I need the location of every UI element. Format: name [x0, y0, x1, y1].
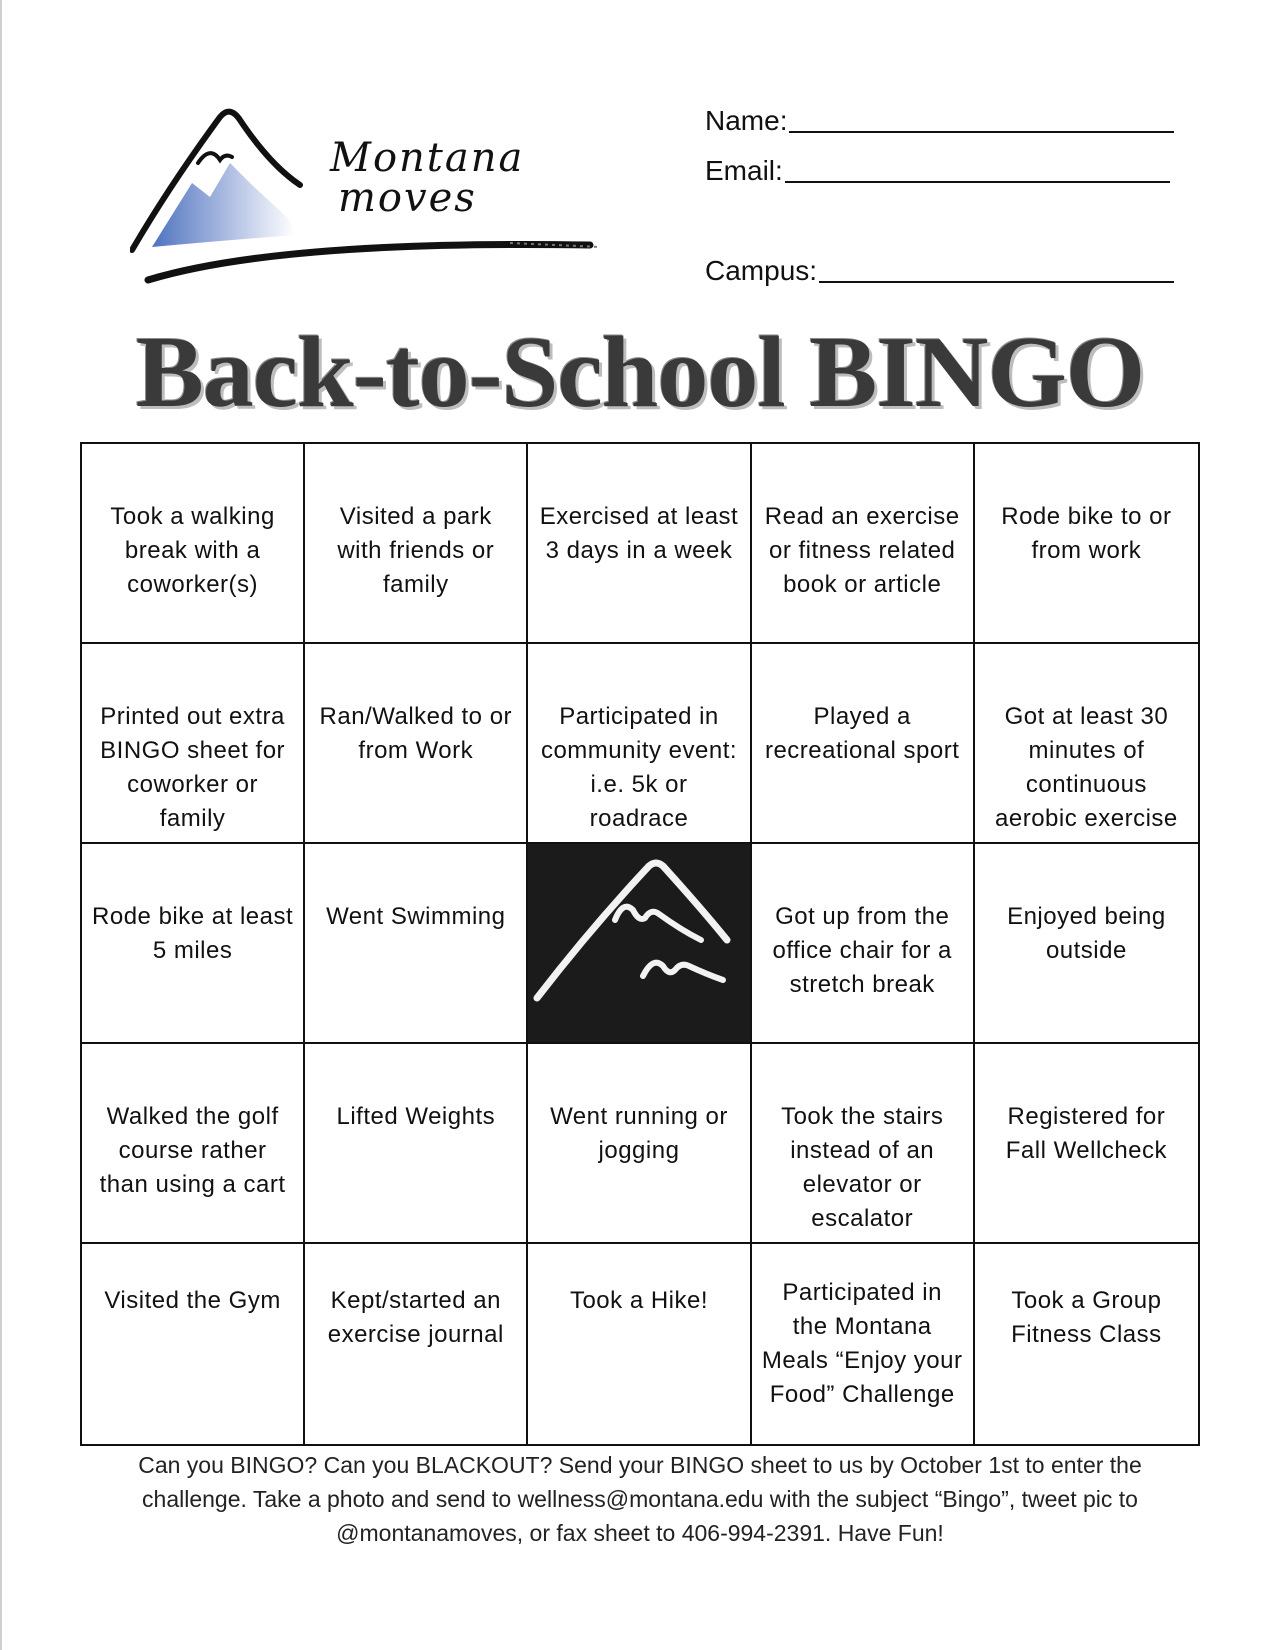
bingo-cell[interactable]: Took a walking break with a coworker(s) [82, 444, 305, 644]
bingo-cell[interactable]: Participated in community event: i.e. 5k or roadrace [528, 644, 751, 844]
bingo-cell[interactable]: Got at least 30 minutes of continuous aerobic exercise [975, 644, 1198, 844]
logo-text-moves: moves [338, 175, 477, 221]
logo-text-montana: Montana [330, 135, 525, 181]
footer-line-2: challenge. Take a photo and send to wellness@montana.edu with the subject “Bingo”, tweet pic to [142, 1486, 1138, 1512]
bingo-cell[interactable]: Kept/started an exercise journal [305, 1244, 528, 1444]
bingo-cell[interactable]: Went Swimming [305, 844, 528, 1044]
montana-moves-logo [130, 105, 640, 305]
name-label: Name: [705, 105, 788, 136]
bingo-cell[interactable]: Went running or jogging [528, 1044, 751, 1244]
email-field[interactable] [705, 155, 1170, 187]
bingo-cell[interactable]: Walked the golf course rather than using a cart [82, 1044, 305, 1244]
free-space [528, 844, 751, 1044]
bingo-cell[interactable]: Visited the Gym [82, 1244, 305, 1444]
bingo-cell[interactable]: Read an exercise or fitness related book or article [752, 444, 975, 644]
instructions-footer [80, 1448, 1200, 1550]
name-line[interactable] [789, 131, 1174, 133]
bingo-cell[interactable]: Ran/Walked to or from Work [305, 644, 528, 844]
bingo-cell[interactable]: Registered for Fall Wellcheck [975, 1044, 1198, 1244]
bingo-cell[interactable]: Rode bike to or from work [975, 444, 1198, 644]
campus-field[interactable] [705, 255, 1174, 287]
email-line[interactable] [785, 181, 1170, 183]
bingo-cell[interactable]: Lifted Weights [305, 1044, 528, 1244]
bingo-cell[interactable]: Rode bike at least 5 miles [82, 844, 305, 1044]
mountain-icon [531, 848, 747, 1038]
page-title: Back-to-School BINGO [135, 316, 1145, 429]
bingo-cell[interactable]: Took a Hike! [528, 1244, 751, 1444]
campus-line[interactable] [819, 281, 1174, 283]
bingo-cell[interactable]: Took a Group Fitness Class [1011, 1287, 1162, 1348]
bingo-grid [80, 442, 1200, 1446]
campus-label: Campus: [705, 255, 818, 286]
bingo-cell[interactable]: Participated in the Montana Meals “Enjoy your Food” Challenge [752, 1244, 975, 1444]
bingo-cell[interactable]: Printed out extra BINGO sheet for coworker or family [82, 644, 305, 844]
bingo-cell[interactable]: Exercised at least 3 days in a week [528, 444, 751, 644]
bingo-cell[interactable]: Enjoyed being outside [975, 844, 1198, 1044]
name-field[interactable] [705, 105, 1174, 137]
page-edge [0, 0, 2, 1650]
bingo-cell[interactable]: Took the stairs instead of an elevator or escalator [752, 1044, 975, 1244]
email-label: Email: [705, 155, 783, 186]
footer-line-3: @montanamoves, or fax sheet to 406-994-2391. Have Fun! [336, 1520, 944, 1546]
bingo-cell[interactable]: Got up from the office chair for a stretch break [752, 844, 975, 1044]
footer-line-1: Can you BINGO? Can you BLACKOUT? Send your BINGO sheet to us by October 1st to enter the [138, 1452, 1142, 1478]
bingo-cell[interactable]: Visited a park with friends or family [305, 444, 528, 644]
bingo-cell[interactable]: Played a recreational sport [752, 644, 975, 844]
